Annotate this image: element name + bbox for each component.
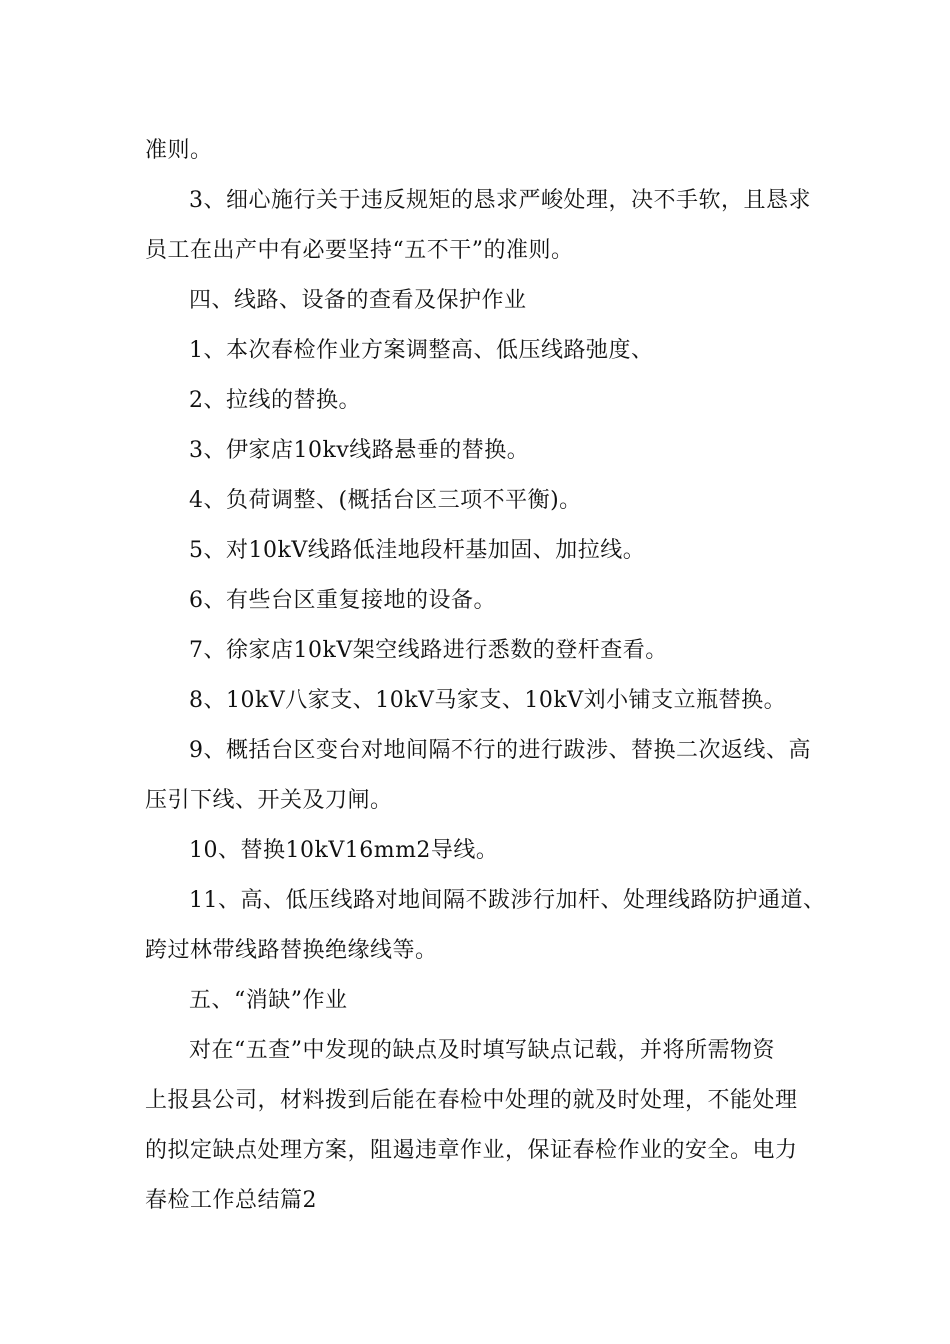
section-heading: 五、“消缺”作业 [189, 988, 348, 1013]
paragraph-line: 跨过林带线路替换绝缘线等。 [145, 938, 438, 963]
list-item: 10、替换10kV16mm2导线。 [189, 838, 499, 863]
list-item: 11、高、低压线路对地间隔不跋涉行加杆、处理线路防护通道、 [189, 888, 826, 913]
paragraph-line: 上报县公司，材料拨到后能在春检中处理的就及时处理，不能处理 [145, 1088, 798, 1113]
list-item: 3、伊家店10kv线路悬垂的替换。 [189, 438, 530, 463]
list-item: 6、有些台区重复接地的设备。 [189, 588, 496, 613]
list-item: 9、概括台区变台对地间隔不行的进行跋涉、替换二次返线、高 [189, 738, 811, 763]
list-item: 4、负荷调整、(概括台区三项不平衡)。 [189, 488, 582, 513]
paragraph-line: 员工在出产中有必要坚持“五不干”的准则。 [145, 238, 574, 263]
list-item: 5、对10kV线路低洼地段杆基加固、加拉线。 [189, 538, 646, 563]
paragraph-line: 对在“五查”中发现的缺点及时填写缺点记载，并将所需物资 [189, 1038, 775, 1063]
paragraph-line: 春检工作总结篇2 [145, 1188, 317, 1213]
paragraph-line: 的拟定缺点处理方案，阻遏违章作业，保证春检作业的安全。电力 [145, 1138, 798, 1163]
section-heading: 四、线路、设备的查看及保护作业 [189, 288, 527, 313]
list-item: 7、徐家店10kV架空线路进行悉数的登杆查看。 [189, 638, 668, 663]
paragraph-line: 压引下线、开关及刀闸。 [145, 788, 393, 813]
list-item: 8、10kV八家支、10kV马家支、10kV刘小铺支立瓶替换。 [189, 688, 787, 713]
paragraph-line: 3、细心施行关于违反规矩的恳求严峻处理，决不手软，且恳求 [189, 188, 811, 213]
paragraph-line: 准则。 [145, 138, 213, 163]
list-item: 1、本次春检作业方案调整高、低压线路弛度、 [189, 338, 654, 363]
list-item: 2、拉线的替换。 [189, 388, 361, 413]
